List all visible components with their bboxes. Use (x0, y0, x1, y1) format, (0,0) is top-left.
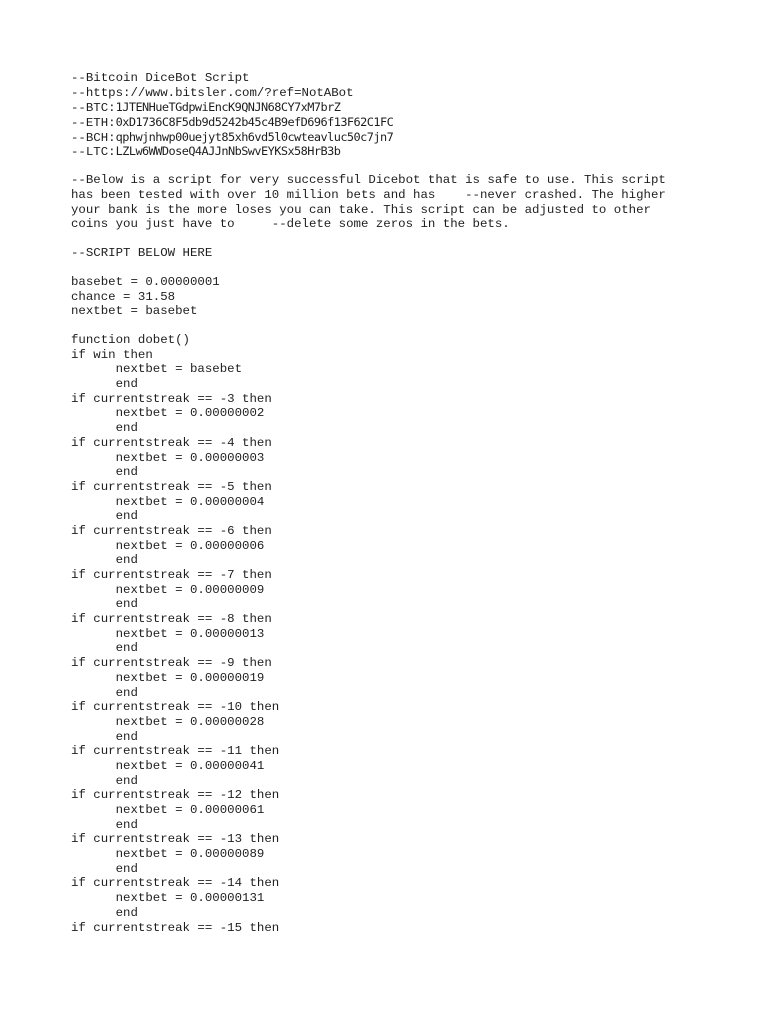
bch-address: qphwjnhwp00uejyt85xh6vd5l0cwteavluc50c7jn7 (115, 129, 394, 144)
streak-end: end (71, 773, 138, 788)
description-line: --Below is a script for very successful Dicebot that is safe to use. This script (71, 173, 666, 188)
bch-address-line (71, 130, 711, 145)
btc-prefix: --BTC: (71, 101, 116, 116)
streak-body: nextbet = 0.00000131 (71, 891, 265, 906)
eth-address: 0xD1736C8F5db9d5242b45c4B9efD696f13F62C1FC (115, 115, 394, 130)
streak-end: end (71, 729, 138, 744)
streak-condition: if currentstreak == -5 then (71, 479, 272, 494)
streak-blocks (71, 392, 711, 921)
referral-link: --https://www.bitsler.com/?ref=NotABot (71, 85, 354, 100)
streak-condition: if currentstreak == -13 then (71, 832, 280, 847)
streak-body: nextbet = 0.00000013 (71, 626, 265, 641)
streak-end: end (71, 905, 138, 920)
btc-address: 1JTENHueTGdpwiEncK9QNJN68CY7xM7brZ (115, 100, 341, 115)
streak-condition: if currentstreak == -9 then (71, 656, 272, 671)
streak-condition: if currentstreak == -8 then (71, 612, 272, 627)
ltc-address-line (71, 144, 711, 159)
variable-basebet: basebet = 0.00000001 (71, 274, 220, 289)
streak-end: end (71, 861, 138, 876)
streak-body: nextbet = 0.00000003 (71, 450, 265, 465)
streak-condition: if currentstreak == -3 then (71, 391, 272, 406)
last-condition: if currentstreak == -15 then (71, 920, 280, 935)
streak-condition: if currentstreak == -14 then (71, 876, 280, 891)
streak-end: end (71, 817, 138, 832)
win-condition: if win then (71, 347, 153, 362)
eth-prefix: --ETH: (71, 116, 116, 131)
description-line: your bank is the more loses you can take. This script can be adjusted to other (71, 202, 651, 217)
ltc-address: LZLw6WWDoseQ4AJJnNbSwvEYKSx58HrB3b (115, 144, 341, 159)
streak-body: nextbet = 0.00000009 (71, 582, 265, 597)
win-end: end (71, 377, 138, 392)
streak-condition: if currentstreak == -4 then (71, 435, 272, 450)
btc-address-line (71, 100, 711, 115)
description-line: has been tested with over 10 million bets and has --never crashed. The higher (71, 187, 666, 202)
streak-end: end (71, 509, 138, 524)
spacer (71, 319, 711, 333)
streak-end: end (71, 465, 138, 480)
document-page (71, 71, 711, 935)
streak-condition: if currentstreak == -6 then (71, 523, 272, 538)
streak-end: end (71, 421, 138, 436)
bch-prefix: --BCH: (71, 130, 116, 145)
streak-body: nextbet = 0.00000028 (71, 714, 265, 729)
variable-chance: chance = 31.58 (71, 289, 176, 304)
streak-condition: if currentstreak == -10 then (71, 700, 280, 715)
streak-body: nextbet = 0.00000061 (71, 803, 265, 817)
streak-body: nextbet = 0.00000019 (71, 670, 265, 685)
spacer (71, 232, 711, 246)
streak-end: end (71, 685, 138, 700)
description-line: coins you just have to --delete some zeros in the bets. (71, 217, 510, 232)
streak-body: nextbet = 0.00000089 (71, 847, 265, 862)
streak-end: end (71, 641, 138, 656)
streak-condition: if currentstreak == -11 then (71, 744, 280, 759)
streak-body: nextbet = 0.00000002 (71, 406, 265, 421)
variable-nextbet: nextbet = basebet (71, 304, 198, 319)
streak-body: nextbet = 0.00000004 (71, 494, 265, 509)
streak-body: nextbet = 0.00000041 (71, 758, 265, 773)
script-title: --Bitcoin DiceBot Script (71, 71, 250, 85)
streak-body: nextbet = 0.00000006 (71, 538, 265, 553)
spacer (71, 159, 711, 173)
script-marker: --SCRIPT BELOW HERE (71, 246, 213, 261)
function-signature: function dobet() (71, 333, 190, 347)
spacer (71, 261, 711, 275)
streak-condition: if currentstreak == -12 then (71, 788, 280, 803)
streak-end: end (71, 597, 138, 612)
streak-condition: if currentstreak == -7 then (71, 568, 272, 582)
eth-address-line (71, 115, 711, 130)
win-body: nextbet = basebet (71, 362, 243, 377)
ltc-prefix: --LTC: (71, 145, 116, 160)
streak-end: end (71, 553, 138, 568)
